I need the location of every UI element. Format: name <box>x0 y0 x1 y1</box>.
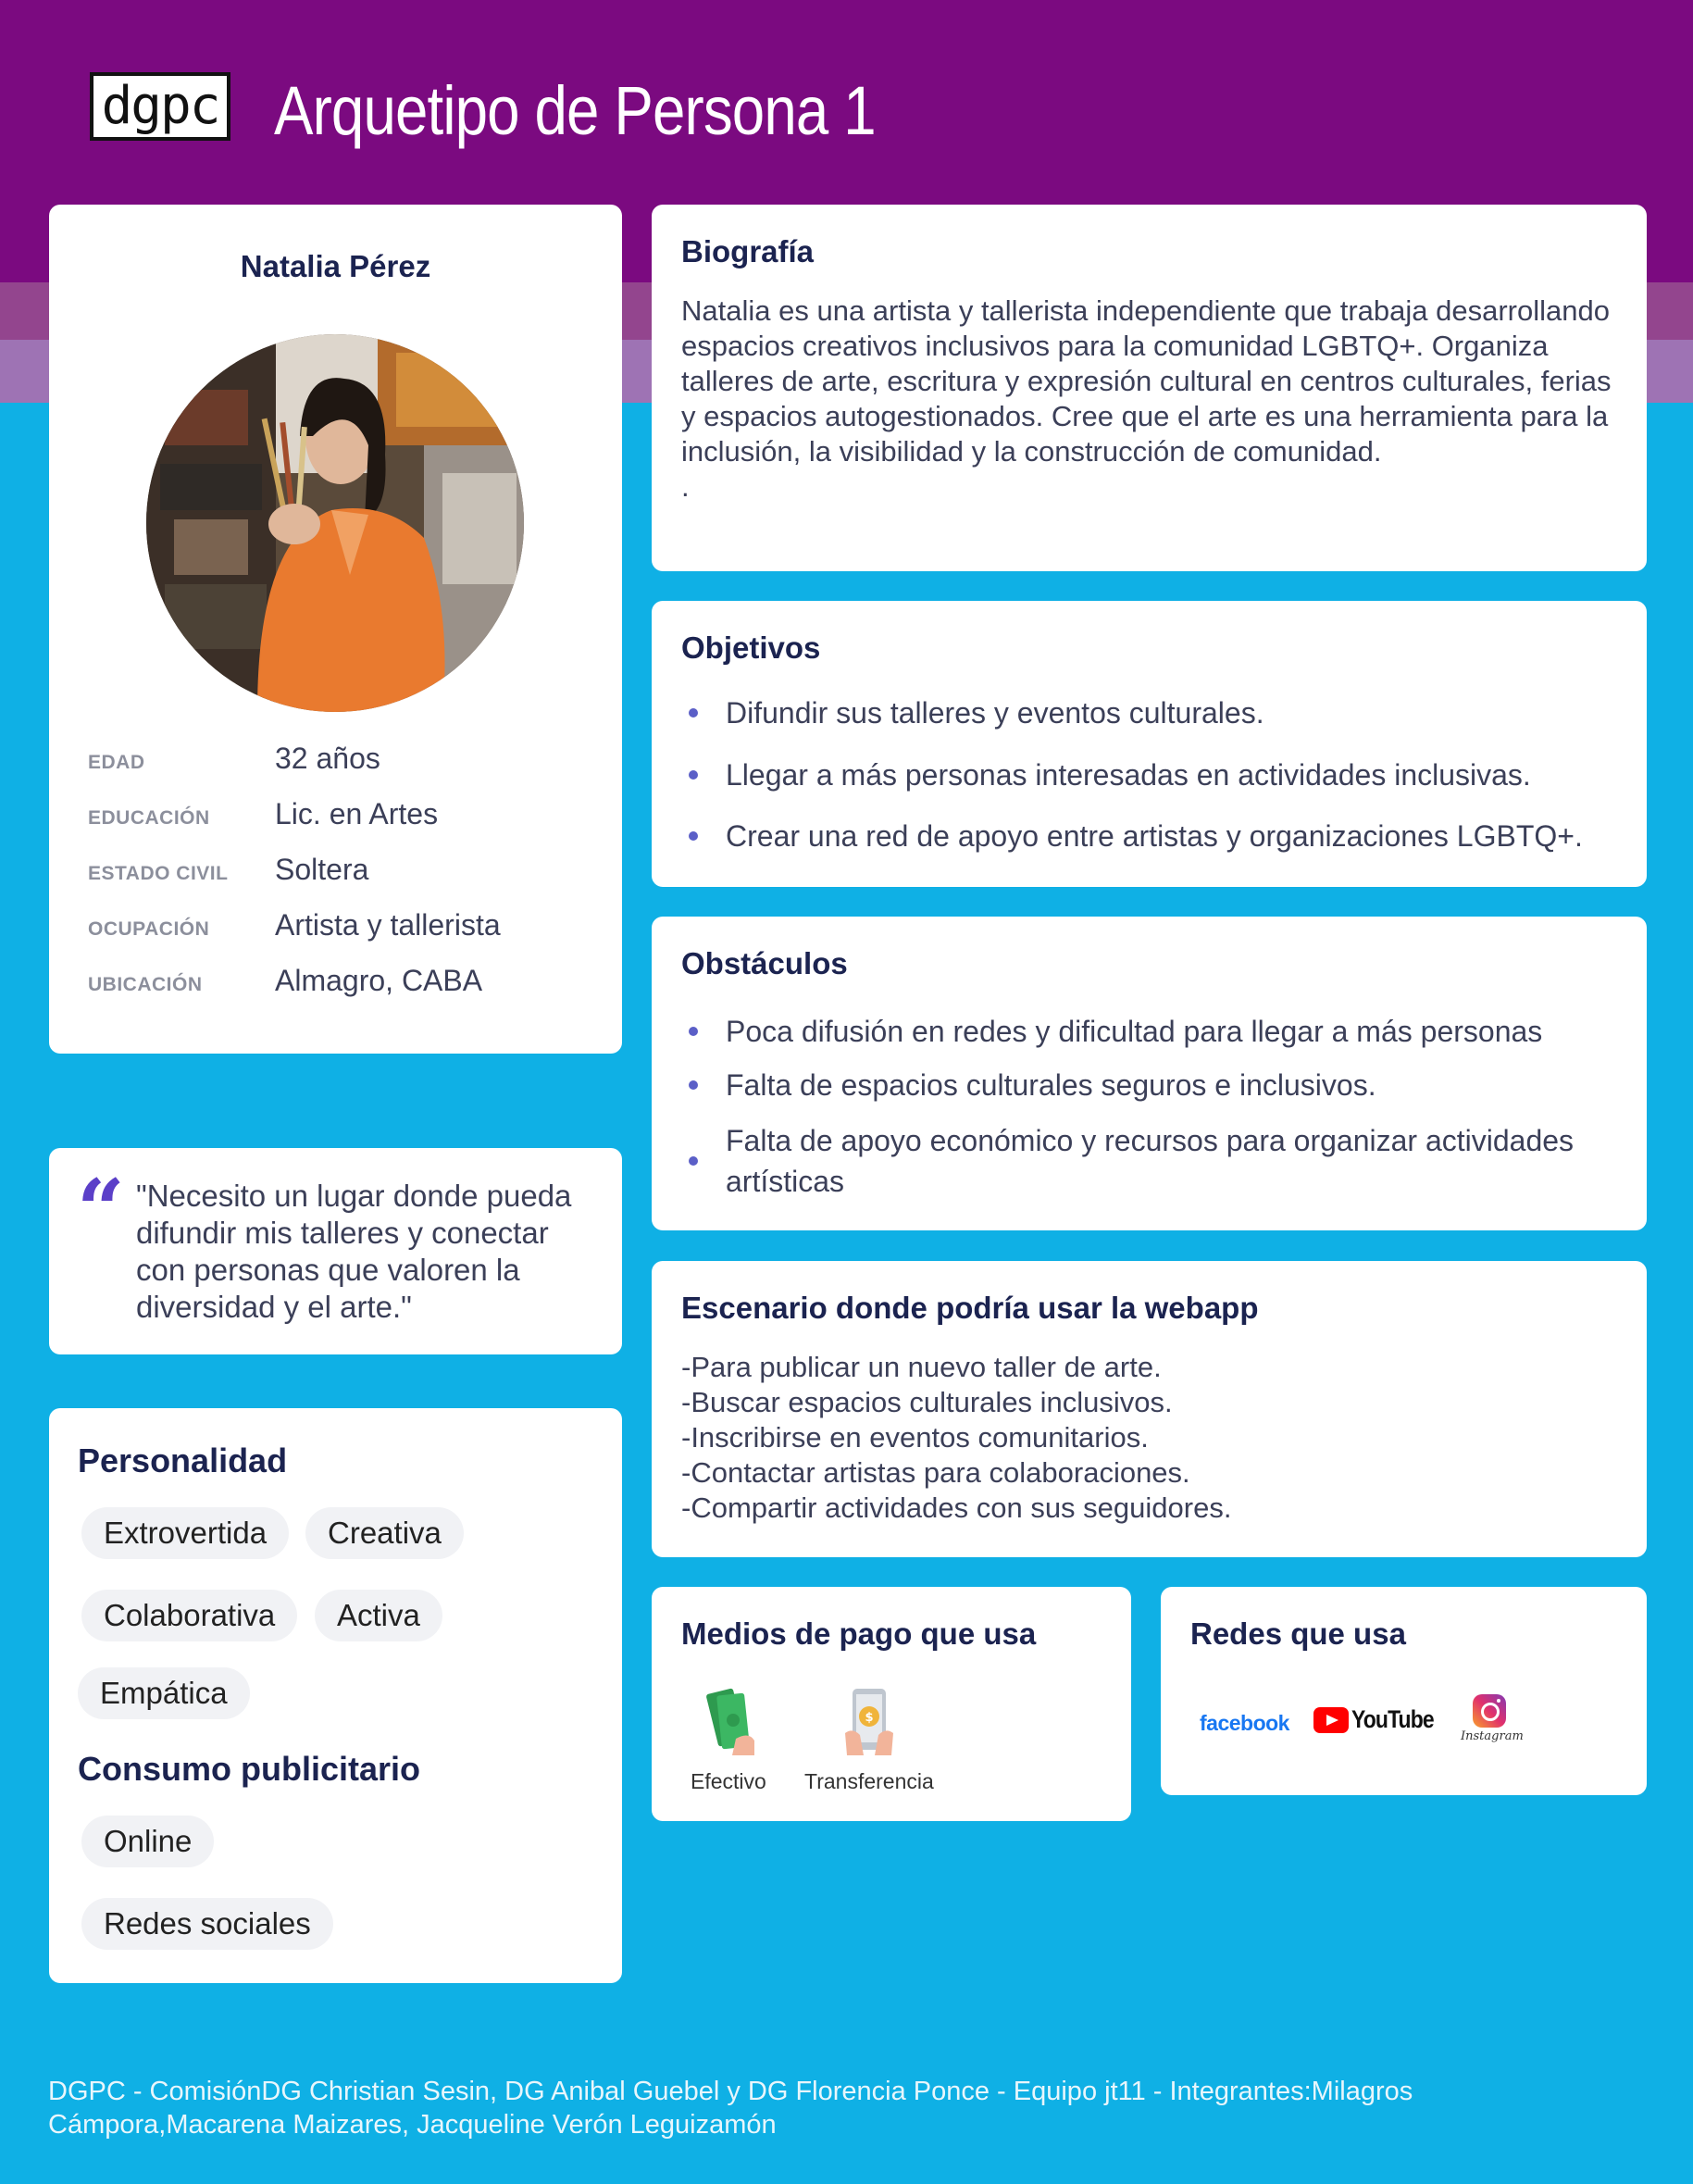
bullet-icon <box>689 708 698 718</box>
info-label: EDUCACIÓN <box>88 807 210 829</box>
biography-title: Biografía <box>681 234 815 268</box>
scenario-line: -Contactar artistas para colaboraciones. <box>681 1456 1190 1489</box>
payment-title: Medios de pago que usa <box>681 1616 1037 1651</box>
scenario-line: -Para publicar un nuevo taller de arte. <box>681 1351 1162 1383</box>
objectives-card <box>652 601 1647 887</box>
bullet-icon <box>689 1080 698 1090</box>
scenario-line: -Compartir actividades con sus seguidores. <box>681 1491 1232 1524</box>
scenario-line: -Buscar espacios culturales inclusivos. <box>681 1386 1173 1418</box>
social-card <box>1161 1587 1647 1795</box>
objectives-title: Objetivos <box>681 630 821 665</box>
bullet-icon <box>689 770 698 780</box>
dgpc-logo: dgpc <box>90 72 230 141</box>
biography-card <box>652 205 1647 571</box>
obstacles-title: Obstáculos <box>681 946 848 980</box>
info-value: Artista y tallerista <box>275 908 501 942</box>
page-title: Arquetipo de Persona 1 <box>274 72 876 149</box>
list-item <box>681 693 1625 733</box>
scenario-title: Escenario donde podría usar la webapp <box>681 1291 1259 1325</box>
trait-chip: Creativa <box>305 1507 464 1559</box>
info-value: Almagro, CABA <box>275 964 483 997</box>
quote-icon: “ <box>77 1161 125 1259</box>
list-item <box>681 816 1625 856</box>
info-label: EDAD <box>88 752 145 773</box>
trait-chip: Activa <box>315 1590 442 1641</box>
scenario-card <box>652 1261 1647 1557</box>
obstacles-card <box>652 917 1647 1230</box>
payment-transfer <box>804 1687 934 1794</box>
payment-label: Transferencia <box>804 1769 934 1793</box>
youtube-wordmark: YouTube <box>1351 1705 1434 1733</box>
advertising-title: Consumo publicitario <box>78 1750 421 1788</box>
payment-cash <box>691 1687 766 1794</box>
cash-icon <box>695 1687 762 1759</box>
trait-chip: Empática <box>78 1667 250 1719</box>
social-title: Redes que usa <box>1190 1616 1406 1651</box>
persona-photo <box>146 334 524 712</box>
bullet-icon <box>689 1027 698 1036</box>
info-label: UBICACIÓN <box>88 974 203 995</box>
payment-card <box>652 1587 1131 1821</box>
list-item <box>681 1011 1625 1052</box>
list-item <box>681 1120 1625 1202</box>
persona-name: Natalia Pérez <box>240 249 431 283</box>
personality-card <box>49 1408 622 1983</box>
objective-text: Crear una red de apoyo entre artistas y organizaciones LGBTQ+. <box>726 819 1583 853</box>
svg-text:$: $ <box>865 1711 874 1725</box>
info-value: 32 años <box>275 742 380 775</box>
list-item <box>681 755 1625 795</box>
obstacle-text: Falta de espacios culturales seguros e inclusivos. <box>726 1068 1376 1102</box>
bullet-icon <box>689 1156 698 1166</box>
bullet-icon <box>689 831 698 841</box>
info-row-marital-status <box>88 853 606 908</box>
info-label: OCUPACIÓN <box>88 918 210 940</box>
advertising-chip: Redes sociales <box>81 1898 333 1950</box>
biography-text <box>681 293 1616 505</box>
youtube-play-icon <box>1313 1707 1349 1733</box>
objective-text: Llegar a más personas interesadas en actividades inclusivas. <box>726 758 1531 792</box>
info-row-age <box>88 742 606 797</box>
info-value: Soltera <box>275 853 369 886</box>
payment-label: Efectivo <box>691 1769 766 1793</box>
advertising-chip: Online <box>81 1816 214 1867</box>
info-row-location <box>88 964 606 1019</box>
info-value: Lic. en Artes <box>275 797 439 830</box>
profile-info <box>88 742 606 1019</box>
obstacle-text: Poca difusión en redes y dificultad para llegar a más personas <box>726 1015 1543 1048</box>
instagram-logo <box>1461 1694 1524 1743</box>
instagram-icon <box>1473 1694 1506 1728</box>
phone-payment-icon <box>836 1687 903 1759</box>
quote-text: "Necesito un lugar donde pueda difundir mis talleres y conectar con personas que valoren la diversidad y el arte." <box>136 1179 572 1324</box>
quote-card <box>49 1148 622 1354</box>
scenario-line: -Inscribirse en eventos comunitarios. <box>681 1421 1149 1454</box>
facebook-logo: facebook <box>1200 1711 1289 1735</box>
trait-chip: Colaborativa <box>81 1590 297 1641</box>
youtube-logo <box>1313 1705 1448 1734</box>
footer-credits: DGPC - ComisiónDG Christian Sesin, DG Anibal Guebel y DG Florencia Ponce - Equipo jt11 - Integrantes:Milagros Cámpora,Macarena Maizares, Jacqueline Verón Leguizamón <box>48 2077 1413 2140</box>
profile-card <box>49 205 622 1054</box>
info-label: ESTADO CIVIL <box>88 863 229 884</box>
personality-title: Personalidad <box>78 1441 288 1479</box>
obstacle-text: Falta de apoyo económico y recursos para organizar actividades artísticas <box>726 1124 1575 1198</box>
biography-trailing: . <box>681 470 690 503</box>
trait-chip: Extrovertida <box>81 1507 289 1559</box>
objective-text: Difundir sus talleres y eventos culturales. <box>726 696 1264 730</box>
info-row-education <box>88 797 606 853</box>
biography-body: Natalia es una artista y tallerista independiente que trabaja desarrollando espacios creativos inclusivos para la comunidad LGBTQ+. Organiza talleres de arte, escritura y expresión cultural en centros culturales, ferias y espacios autogestionados. Cree que el arte es una herramienta para la inclusión, la visibilidad y la construcción de comunidad. <box>681 294 1612 468</box>
scenario-list <box>681 1350 1616 1526</box>
info-row-occupation <box>88 908 606 964</box>
instagram-wordmark: Instagram <box>1461 1729 1524 1743</box>
list-item <box>681 1065 1625 1105</box>
